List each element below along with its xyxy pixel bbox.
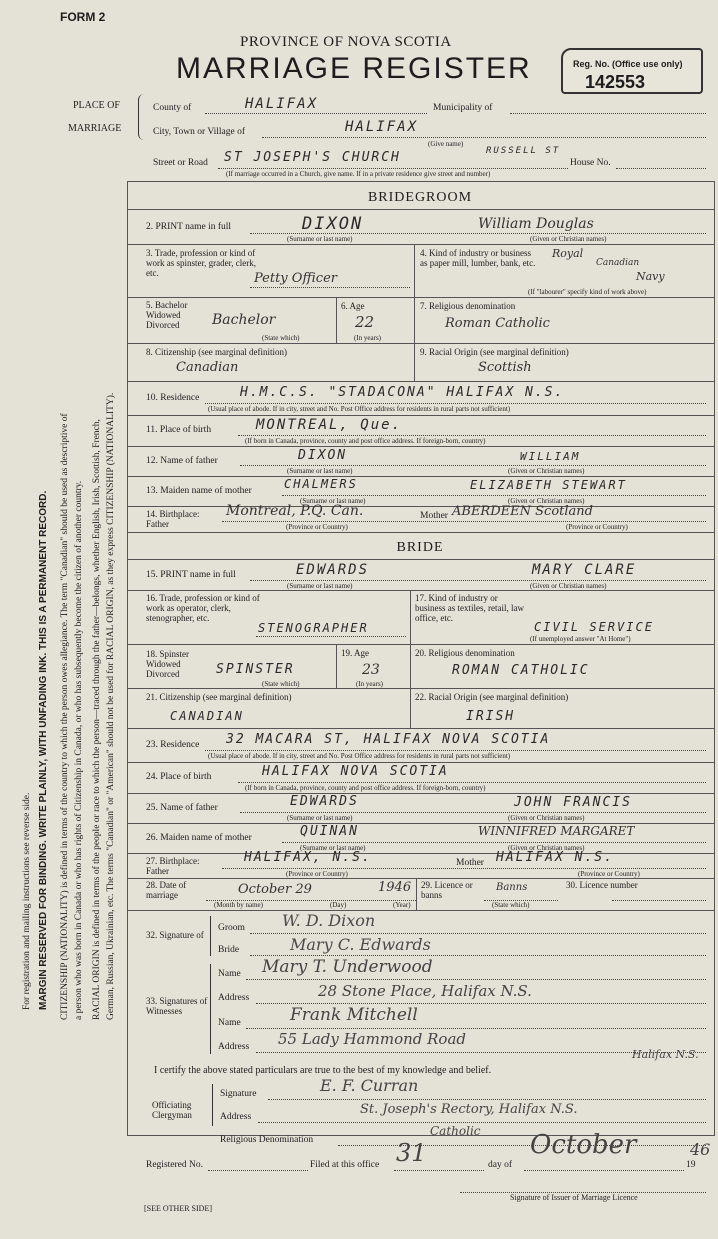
issuer-signature-caption: Signature of Issuer of Marriage Licence xyxy=(510,1193,638,1202)
municipality-label: Municipality of xyxy=(433,103,493,113)
place-brace xyxy=(138,94,149,140)
bride-residence-note: (Usual place of abode. If in city, street and No. Post Office address for residents in rural parts not sufficient) xyxy=(208,752,511,760)
reg-number-box xyxy=(561,48,703,94)
groom-mother-birth: ABERDEEN Scotland xyxy=(452,504,593,519)
groom-signature: W. D. Dixon xyxy=(282,911,376,930)
groom-given-caption: (Given or Christian names) xyxy=(530,235,607,243)
field-25-surname-caption: (Surname or last name) xyxy=(287,814,353,822)
bride-residence: 32 MACARA ST, HALIFAX NOVA SCOTIA xyxy=(226,732,551,747)
field-32-label: 32. Signature of xyxy=(146,930,204,940)
field-28-label: 28. Date of marriage xyxy=(146,880,187,900)
field-27-mother-caption: (Province or Country) xyxy=(578,870,640,878)
bride-religion: ROMAN CATHOLIC xyxy=(452,663,590,678)
groom-father-birth: Montreal, P.Q. Can. xyxy=(226,503,364,519)
margin-line-6: German, Russian, Ukrainian, etc. The terms "Canadian" or "American" should not be used for RACIAL ORIGIN, as they express CITIZENSHIP (NATIONALITY). xyxy=(106,392,116,1020)
form-label: FORM 2 xyxy=(60,10,106,24)
field-4-note: (If "labourer" specify kind of work above) xyxy=(528,288,647,296)
witness-2-name-label: Name xyxy=(218,1018,241,1028)
bride-in-years: (In years) xyxy=(356,680,384,688)
field-27-mother-label: Mother xyxy=(456,858,484,868)
bridegroom-heading: BRIDEGROOM xyxy=(367,190,473,205)
county-value: HALIFAX xyxy=(245,96,319,112)
licence-state-which: (State which) xyxy=(492,901,530,909)
field-23-label: 23. Residence xyxy=(146,740,200,750)
groom-industry-1: Royal xyxy=(552,247,584,260)
field-17-note: (If unemployed answer "At Home") xyxy=(530,635,631,643)
place-heading-1: PLACE OF xyxy=(73,100,120,111)
bride-state-which: (State which) xyxy=(262,680,300,688)
page-title: MARRIAGE REGISTER xyxy=(176,52,532,85)
field-26-label: 26. Maiden name of mother xyxy=(146,833,252,843)
bride-birthplace: HALIFAX NOVA SCOTIA xyxy=(262,764,449,779)
field-12-label: 12. Name of father xyxy=(146,456,218,466)
field-14-mother-label: Mother xyxy=(420,511,448,521)
marriage-year: 1946 xyxy=(378,880,412,895)
groom-religion: Roman Catholic xyxy=(445,316,550,331)
field-5-label: 5. Bachelor Widowed Divorced xyxy=(146,300,188,330)
bride-heading: BRIDE xyxy=(396,540,444,555)
bride-given: MARY CLARE xyxy=(532,562,637,578)
bride-surname-caption: (Surname or last name) xyxy=(287,582,353,590)
witness-2-address: 55 Lady Hammond Road xyxy=(278,1030,467,1048)
city-label: City, Town or Village of xyxy=(153,127,245,137)
bride-father-birth: HALIFAX, N.S. xyxy=(244,850,372,865)
field-14-label: 14. Birthplace: Father xyxy=(146,509,200,529)
witness-1-address-label: Address xyxy=(218,993,250,1003)
field-24-label: 24. Place of birth xyxy=(146,772,212,782)
marriage-month-day: October 29 xyxy=(238,882,312,897)
field-4-label: 4. Kind of industry or business as paper mill, lumber, bank, etc. xyxy=(420,248,536,268)
groom-father-surname: DIXON xyxy=(298,448,348,463)
place-heading-2: MARRIAGE xyxy=(68,123,122,134)
field-16-label: 16. Trade, profession or kind of work as operator, clerk, stenographer, etc. xyxy=(146,593,260,623)
field-25-label: 25. Name of father xyxy=(146,803,218,813)
groom-given: William Douglas xyxy=(478,216,594,232)
field-14-mother-caption: (Province or Country) xyxy=(566,523,628,531)
field-18-label: 18. Spinster Widowed Divorced xyxy=(146,649,190,679)
reg-number-label: Reg. No. (Office use only) xyxy=(573,59,683,69)
witness-1-name: Mary T. Underwood xyxy=(262,957,433,977)
groom-father-given: WILLIAM xyxy=(520,450,581,463)
clergy-label: Officiating Clergyman xyxy=(152,1100,192,1120)
field-20-label: 20. Religious denomination xyxy=(415,648,515,658)
field-2-label: 2. PRINT name in full xyxy=(146,222,232,232)
reg-number-value: 142553 xyxy=(585,72,646,92)
groom-sig-label: Groom xyxy=(218,923,245,933)
groom-citizenship: Canadian xyxy=(176,360,239,375)
field-3-label: 3. Trade, profession or kind of work as spinster, grader, clerk, etc. xyxy=(146,248,256,278)
field-22-label: 22. Racial Origin (see marginal definition) xyxy=(415,692,569,702)
clergy-signature: E. F. Curran xyxy=(320,1076,419,1095)
field-21-label: 21. Citizenship (see marginal definition) xyxy=(146,692,292,702)
clergy-denomination-label: Religious Denomination xyxy=(220,1135,314,1145)
field-13-label: 13. Maiden name of mother xyxy=(146,486,252,496)
county-label: County of xyxy=(153,103,192,113)
filed-day: 31 xyxy=(396,1139,427,1167)
groom-industry-3: Navy xyxy=(636,270,665,283)
field-7-label: 7. Religious denomination xyxy=(420,301,516,311)
bride-racial: IRISH xyxy=(466,709,516,724)
street-extra: RUSSELL ST xyxy=(486,146,561,156)
field-29-label: 29. Licence or banns xyxy=(421,880,473,900)
field-12-surname-caption: (Surname or last name) xyxy=(287,467,353,475)
groom-industry-2: Canadian xyxy=(596,258,640,268)
bride-mother-given: WINNIFRED MARGARET xyxy=(478,824,635,838)
marriage-month-caption: (Month by name) xyxy=(214,901,263,909)
bride-father-given: JOHN FRANCIS xyxy=(514,795,632,810)
marriage-year-caption: (Year) xyxy=(393,901,411,909)
field-14-father-caption: (Province or Country) xyxy=(286,523,348,531)
field-33-label: 33. Signatures of Witnesses xyxy=(146,996,208,1016)
groom-birth-note: (If born in Canada, province, county and post office address. If foreign-born, country) xyxy=(245,437,486,445)
street-value: ST JOSEPH'S CHURCH xyxy=(224,150,401,165)
bride-surname: EDWARDS xyxy=(296,562,370,578)
field-13-surname-caption: (Surname or last name) xyxy=(300,497,366,505)
groom-status: Bachelor xyxy=(212,312,276,328)
field-6-label: 6. Age xyxy=(341,301,365,311)
bride-sig-label: Bride xyxy=(218,945,240,955)
bride-mother-surname: QUINAN xyxy=(300,824,359,839)
groom-residence-note: (Usual place of abode. If in city, street and No. Post Office address for residents in rural parts not sufficient) xyxy=(208,405,511,413)
filed-label: Filed at this office xyxy=(310,1160,380,1170)
bride-citizenship: CANADIAN xyxy=(170,709,244,723)
groom-mother-given: ELIZABETH STEWART xyxy=(470,478,627,492)
clergy-address-label: Address xyxy=(220,1112,252,1122)
bride-given-caption: (Given or Christian names) xyxy=(530,582,607,590)
margin-line-1: For registration and mailing instructions see reverse side. xyxy=(22,792,32,1010)
bride-status: SPINSTER xyxy=(216,662,295,677)
field-17-label: 17. Kind of industry or business as textiles, retail, law office, etc. xyxy=(415,593,524,623)
groom-trade: Petty Officer xyxy=(254,271,337,286)
margin-line-4: a person who was born in Canada or who has rights of Citizenship in Canada, or who has subsequently become the citizen of another country. xyxy=(74,480,84,1020)
filed-year: 46 xyxy=(690,1140,711,1159)
groom-surname-caption: (Surname or last name) xyxy=(287,235,353,243)
street-note: (If marriage occurred in a Church, give name. If in a private residence give street and number) xyxy=(226,170,491,178)
city-value: HALIFAX xyxy=(345,119,419,135)
bride-father-surname: EDWARDS xyxy=(290,794,359,809)
licence-or-banns: Banns xyxy=(496,882,528,893)
filed-month: October xyxy=(530,1130,637,1160)
margin-line-2: MARGIN RESERVED FOR BINDING. WRITE PLAINLY, WITH UNFADING INK. THIS IS A PERMANENT RECORD. xyxy=(38,490,49,1010)
field-11-label: 11. Place of birth xyxy=(146,425,212,435)
filed-year-prefix: 19 xyxy=(686,1160,696,1170)
field-26-given-caption: (Given or Christian names) xyxy=(508,844,585,852)
bride-birth-note: (If born in Canada, province, county and post office address. If foreign-born, country) xyxy=(245,784,486,792)
street-label: Street or Road xyxy=(153,158,208,168)
field-30-label: 30. Licence number xyxy=(566,880,638,890)
groom-in-years: (In years) xyxy=(354,334,382,342)
field-19-label: 19. Age xyxy=(341,648,369,658)
field-26-surname-caption: (Surname or last name) xyxy=(300,844,366,852)
give-name-caption: (Give name) xyxy=(428,140,464,148)
groom-racial: Scottish xyxy=(478,360,532,375)
groom-surname: DIXON xyxy=(302,214,364,234)
bride-industry: CIVIL SERVICE xyxy=(534,620,654,634)
field-13-given-caption: (Given or Christian names) xyxy=(508,497,585,505)
clergy-denomination: Catholic xyxy=(430,1124,481,1138)
witness-2-address-label: Address xyxy=(218,1042,250,1052)
witness-2-name: Frank Mitchell xyxy=(290,1005,418,1025)
bride-mother-birth: HALIFAX N.S. xyxy=(496,850,614,865)
bride-age: 23 xyxy=(362,662,380,678)
groom-birthplace: MONTREAL, Que. xyxy=(256,417,403,433)
field-25-given-caption: (Given or Christian names) xyxy=(508,814,585,822)
groom-residence: H.M.C.S. "STADACONA" HALIFAX N.S. xyxy=(240,385,565,400)
registered-no-label: Registered No. xyxy=(146,1160,203,1170)
certification-text: I certify the above stated particulars are true to the best of my knowledge and belief. xyxy=(154,1065,492,1076)
field-12-given-caption: (Given or Christian names) xyxy=(508,467,585,475)
marriage-day-caption: (Day) xyxy=(330,901,347,909)
field-8-label: 8. Citizenship (see marginal definition) xyxy=(146,347,288,357)
groom-age: 22 xyxy=(355,313,375,331)
witness-1-address: 28 Stone Place, Halifax N.S. xyxy=(318,982,532,1000)
groom-mother-surname: CHALMERS xyxy=(284,477,358,491)
field-27-label: 27. Birthplace: Father xyxy=(146,856,200,876)
see-other-side: [SEE OTHER SIDE] xyxy=(144,1204,212,1213)
groom-state-which: (State which) xyxy=(262,334,300,342)
margin-line-3: CITIZENSHIP (NATIONALITY) is defined in terms of the country to which the person owes allegiance. The term "Canadian" should be used as descriptive of xyxy=(60,413,70,1020)
bride-signature: Mary C. Edwards xyxy=(290,935,431,954)
witness-2-address-2: Halifax N.S. xyxy=(632,1048,699,1061)
field-10-label: 10. Residence xyxy=(146,393,200,403)
witness-1-name-label: Name xyxy=(218,969,241,979)
margin-line-5: RACIAL ORIGIN is defined in terms of the people or race to which the person—traced through the father—belongs, whether English, Irish, Scottish, French, xyxy=(92,419,102,1020)
field-27-father-caption: (Province or Country) xyxy=(286,870,348,878)
field-9-label: 9. Racial Origin (see marginal definition) xyxy=(420,347,569,357)
province-heading: PROVINCE OF NOVA SCOTIA xyxy=(240,34,452,50)
bride-trade: STENOGRAPHER xyxy=(258,621,369,635)
house-label: House No. xyxy=(570,158,611,168)
clergy-signature-label: Signature xyxy=(220,1089,257,1099)
day-of-label: day of xyxy=(488,1160,513,1170)
field-15-label: 15. PRINT name in full xyxy=(146,570,236,580)
clergy-address: St. Joseph's Rectory, Halifax N.S. xyxy=(360,1102,578,1117)
